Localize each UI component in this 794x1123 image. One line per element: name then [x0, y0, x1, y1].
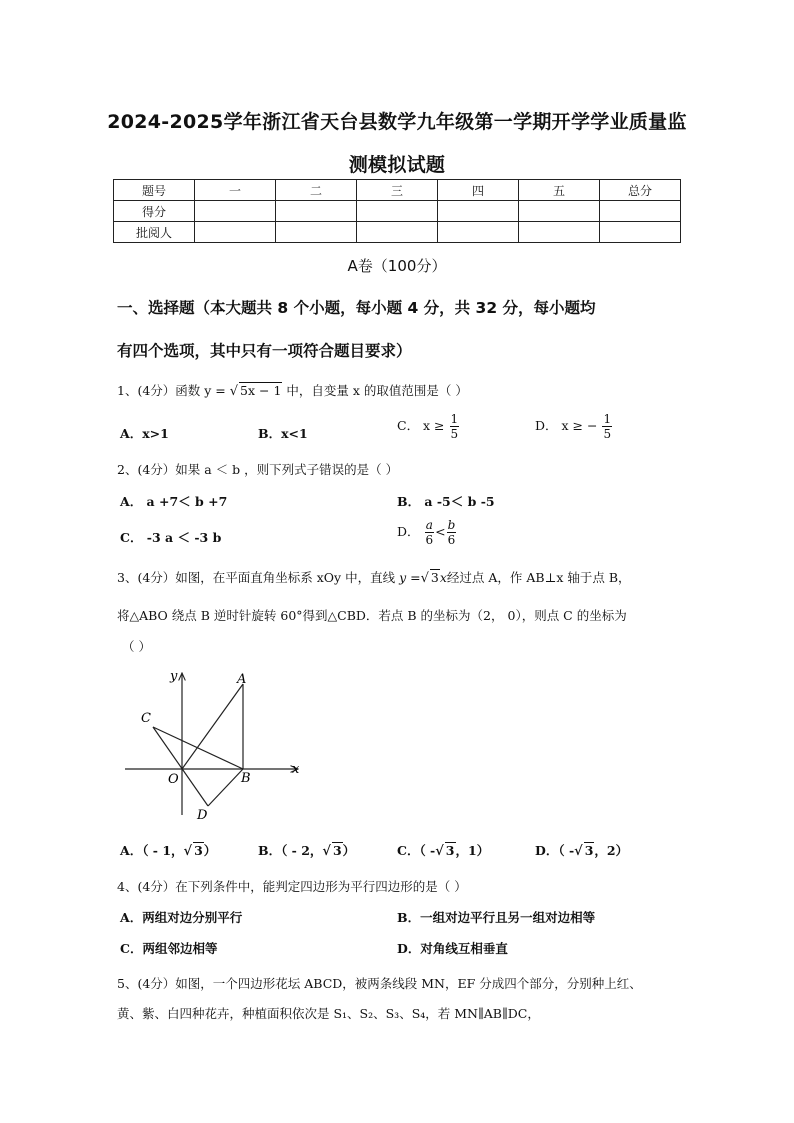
radicand: 3: [332, 843, 342, 858]
sqrt-symbol: √: [420, 571, 429, 586]
q4-option-d[interactable]: D．对角线互相垂直: [397, 941, 508, 956]
q3-c-suffix: ，1）: [455, 843, 490, 858]
fraction: [447, 519, 457, 546]
q3-line1-radicand: 3: [430, 570, 439, 585]
q2-option-b[interactable]: B． a -5＜ b -5: [397, 494, 495, 509]
fraction: [450, 413, 460, 440]
q3-option-d[interactable]: [535, 841, 628, 859]
label-c: C: [141, 711, 151, 726]
score-cell[interactable]: [600, 201, 681, 222]
label-a: A: [237, 672, 247, 687]
denominator: 5: [450, 427, 459, 441]
q4-option-b[interactable]: B．一组对边平行且另一组对边相等: [397, 910, 596, 925]
row-label-score: 得分: [114, 201, 195, 222]
q3-d-suffix: ，2）: [594, 843, 629, 858]
q2-option-a[interactable]: A． a +7＜ b +7: [120, 494, 228, 509]
radicand: 3: [584, 843, 594, 858]
q3-b-prefix: B．（ - 2，: [258, 843, 323, 858]
reviewer-cell[interactable]: [438, 222, 519, 243]
q3-line1-suffix: 经过点 A，作 AB⊥x 轴于点 B，: [446, 570, 631, 585]
fraction: [425, 519, 435, 546]
volume-label: A卷（100分）: [347, 257, 447, 275]
sqrt-symbol: √: [183, 844, 193, 859]
reviewer-cell[interactable]: [519, 222, 600, 243]
score-table-header-row: [114, 180, 681, 201]
sqrt-symbol: √: [322, 844, 331, 859]
numerator: 1: [603, 412, 612, 426]
page-title-line-2: 测模拟试题: [348, 154, 446, 176]
score-table: [113, 179, 681, 243]
q1-option-d[interactable]: [535, 413, 613, 440]
question-1-stem: [117, 381, 468, 399]
reviewer-cell[interactable]: [357, 222, 438, 243]
label-y: y: [170, 669, 178, 684]
question-2-stem: 2、(4分）如果 a ＜ b ，则下列式子错误的是（ ）: [117, 462, 399, 477]
q4-option-a[interactable]: A．两组对边分别平行: [120, 910, 243, 925]
q3-c-prefix: C．（ -: [397, 843, 436, 858]
segment-cb: [153, 727, 243, 769]
label-d: D: [197, 808, 208, 823]
question-3-line-3: （ ）: [122, 639, 151, 654]
reviewer-cell[interactable]: [276, 222, 357, 243]
reviewer-cell[interactable]: [600, 222, 681, 243]
segment-db: [208, 769, 243, 806]
score-row: [114, 201, 681, 222]
q1-d-prefix: D． x ≥ −: [535, 418, 598, 433]
q3-line1-variable: x: [439, 570, 447, 585]
q1-option-a[interactable]: A．x>1: [120, 426, 169, 441]
radicand: 3: [194, 843, 203, 858]
q3-d-prefix: D．（ -: [535, 843, 575, 858]
sqrt-symbol: √: [435, 844, 444, 859]
q1-stem-suffix: 中，自变量 x 的取值范围是（ ）: [286, 383, 468, 398]
numerator: a: [425, 518, 433, 532]
q1-stem-prefix: 1、(4分）函数 y =: [117, 383, 226, 398]
less-than-sign: <: [435, 524, 446, 539]
q3-b-suffix: ）: [342, 843, 356, 858]
numerator: 1: [450, 412, 459, 426]
q3-line1-prefix: 3、(4分）如图，在平面直角坐标系 xOy 中，直线: [117, 570, 396, 585]
page-title-line-1: 2024-2025学年浙江省天台县数学九年级第一学期开学学业质量监: [107, 111, 687, 133]
reviewer-cell[interactable]: [195, 222, 276, 243]
label-o: O: [168, 772, 179, 787]
q3-option-b[interactable]: [258, 841, 355, 859]
denominator: 6: [425, 533, 434, 547]
header-cell: 五: [519, 180, 600, 201]
score-cell[interactable]: [357, 201, 438, 222]
header-cell: 四: [438, 180, 519, 201]
q2-option-d[interactable]: [397, 519, 457, 546]
header-cell: 二: [276, 180, 357, 201]
q2-d-prefix: D．: [397, 524, 420, 539]
section-1-heading-line-2: 有四个选项，其中只有一项符合题目要求）: [117, 342, 412, 360]
q3-line1-equation: y =: [399, 570, 421, 585]
fraction: [602, 413, 612, 440]
question-5-line-2: 黄、紫、白四种花卉，种植面积依次是 S₁、S₂、S₃、S₄，若 MN∥AB∥DC，: [117, 1006, 540, 1021]
sqrt-symbol: √: [574, 844, 583, 859]
question-3-line-1: [117, 568, 631, 586]
q1-c-prefix: C． x ≥: [397, 418, 445, 433]
score-cell[interactable]: [195, 201, 276, 222]
q4-option-c[interactable]: C．两组邻边相等: [120, 941, 218, 956]
score-cell[interactable]: [276, 201, 357, 222]
radicand: 3: [445, 843, 455, 858]
question-3-line-2: 将△ABO 绕点 B 逆时针旋转 60°得到△CBD．若点 B 的坐标为（2， 0），则点 C 的坐标为: [117, 608, 627, 623]
segment-oa: [182, 684, 243, 769]
row-label-reviewer: 批阅人: [114, 222, 195, 243]
q1-radicand: 5x − 1: [240, 383, 282, 398]
q1-option-b[interactable]: B．x<1: [258, 426, 308, 441]
header-cell: 总分: [600, 180, 681, 201]
q3-option-a[interactable]: [120, 841, 216, 859]
q3-option-c[interactable]: [397, 841, 489, 859]
segment-cd: [153, 727, 208, 806]
label-x: x: [292, 762, 300, 777]
header-cell: 题号: [114, 180, 195, 201]
label-b: B: [241, 771, 251, 786]
denominator: 6: [447, 533, 456, 547]
denominator: 5: [603, 427, 612, 441]
score-cell[interactable]: [438, 201, 519, 222]
reviewer-row: [114, 222, 681, 243]
numerator: b: [447, 518, 456, 532]
q1-option-c[interactable]: [397, 413, 460, 440]
header-cell: 一: [195, 180, 276, 201]
question-5-line-1: 5、(4分）如图，一个四边形花坛 ABCD，被两条线段 MN，EF 分成四个部分，分别种上红、: [117, 976, 642, 991]
header-cell: 三: [357, 180, 438, 201]
q2-option-c[interactable]: C． -3 a ＜ -3 b: [120, 530, 222, 545]
section-1-heading-line-1: 一、选择题（本大题共 8 个小题，每小题 4 分，共 32 分，每小题均: [117, 299, 596, 317]
question-4-stem: 4、(4分）在下列条件中，能判定四边形为平行四边形的是（ ）: [117, 879, 467, 894]
q3-a-prefix: A．（ - 1，: [120, 843, 184, 858]
coordinate-figure: [120, 665, 310, 825]
score-cell[interactable]: [519, 201, 600, 222]
sqrt-symbol: √: [229, 384, 239, 399]
q3-a-suffix: ）: [203, 843, 217, 858]
